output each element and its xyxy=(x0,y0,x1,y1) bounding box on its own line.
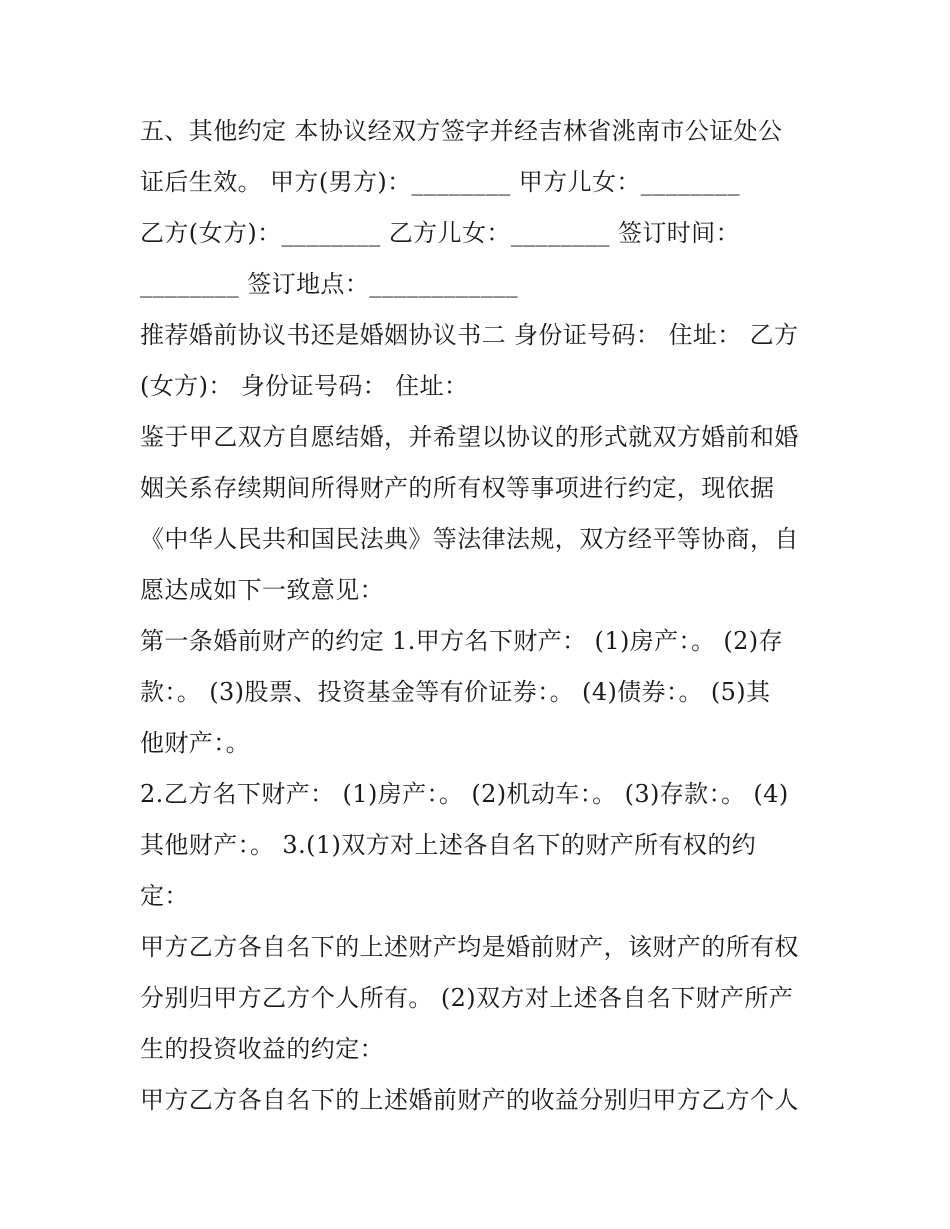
text-line-party-a-signature: 证后生效。 甲方(男方)：________ 甲方儿女：________ xyxy=(140,168,740,196)
document-body xyxy=(140,106,820,1126)
text-line-ownership-2: 分别归甲方乙方个人所有。 (2)双方对上述各自名下财产所产 xyxy=(140,984,794,1012)
text-line-preamble-2: 姻关系存续期间所得财产的所有权等事项进行约定，现依据 xyxy=(140,474,775,502)
text-line-party-b-property-1: 2.乙方名下财产： (1)房产：。 (2)机动车：。 (3)存款：。 (4) xyxy=(140,780,789,808)
text-line-party-b-info: (女方)： 身份证号码： 住址： xyxy=(140,372,469,400)
text-line-article-one-2: 款：。 (3)股票、投资基金等有价证券：。 (4)债券：。 (5)其 xyxy=(140,678,771,706)
text-line-ownership-1: 甲方乙方各自名下的上述财产均是婚前财产，该财产的所有权 xyxy=(140,933,799,961)
text-line-preamble-1: 鉴于甲乙双方自愿结婚，并希望以协议的形式就双方婚前和婚 xyxy=(140,423,799,451)
text-line-party-b-signature: 乙方(女方)：________ 乙方儿女：________ 签订时间： xyxy=(140,219,740,247)
text-line-preamble-4: 愿达成如下一致意见： xyxy=(140,576,384,604)
text-line-signing-place: ________ 签订地点：____________ xyxy=(140,270,519,298)
text-line-recommendation-heading: 推荐婚前协议书还是婚姻协议书二 身份证号码： 住址： 乙方 xyxy=(140,321,799,349)
text-line-income: 甲方乙方各自名下的上述婚前财产的收益分别归甲方乙方个人 xyxy=(140,1086,799,1114)
text-line-preamble-3: 《中华人民共和国民法典》等法律法规，双方经平等协商，自 xyxy=(140,525,799,553)
text-line-party-b-property-2: 其他财产：。 3.(1)双方对上述各自名下的财产所有权的约 xyxy=(140,831,757,859)
text-line-party-b-property-3: 定： xyxy=(140,882,189,910)
text-line-article-one-3: 他财产：。 xyxy=(140,729,250,757)
text-line-other-agreement: 五、其他约定 本协议经双方签字并经吉林省洮南市公证处公 xyxy=(140,117,783,145)
text-line-article-one-1: 第一条婚前财产的约定 1.甲方名下财产： (1)房产：。 (2)存 xyxy=(140,627,783,655)
text-line-ownership-3: 生的投资收益的约定： xyxy=(140,1035,384,1063)
